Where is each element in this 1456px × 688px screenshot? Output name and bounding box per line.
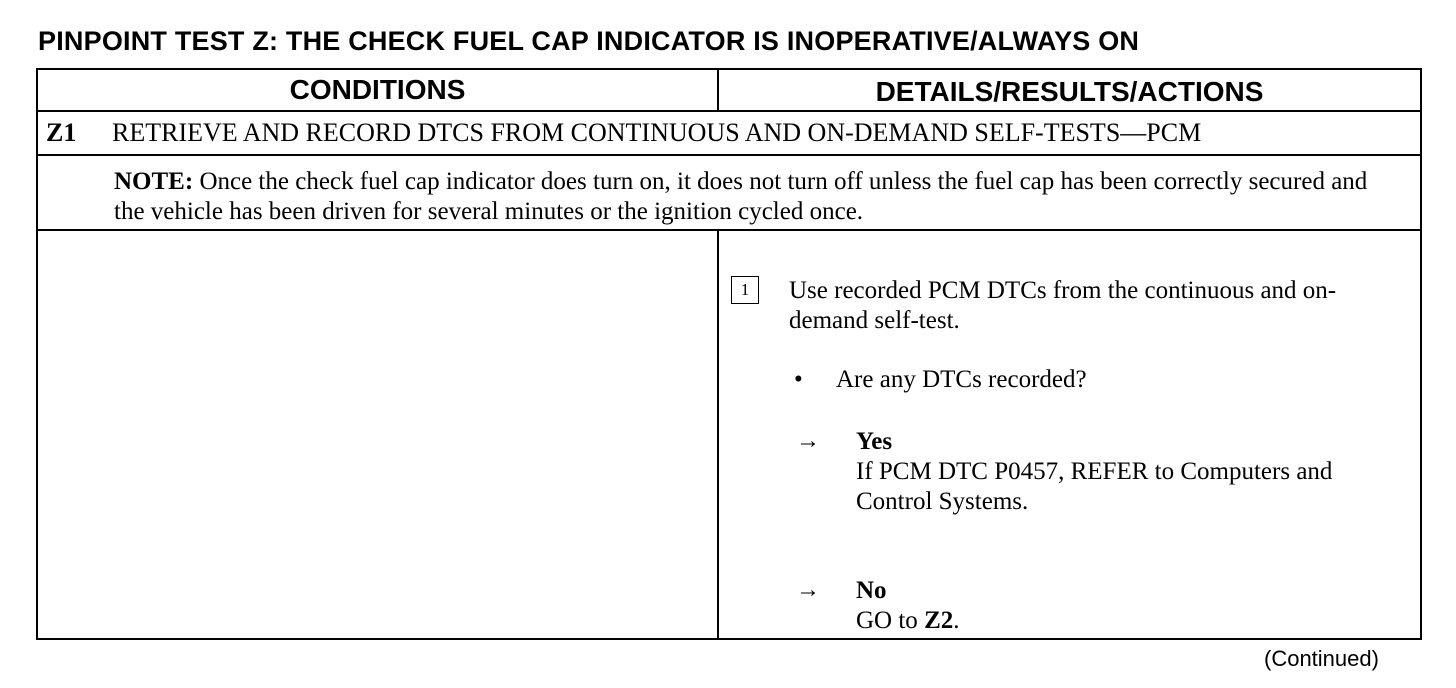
- action-number-box: 1: [731, 276, 759, 304]
- result-yes-label: Yes: [856, 428, 893, 455]
- action-text: Use recorded PCM DTCs from the continuous and on-demand self-test.: [789, 277, 1337, 334]
- result-no-label: No: [856, 577, 887, 604]
- note-label: NOTE:: [114, 168, 194, 195]
- question-text: Are any DTCs recorded?: [836, 366, 1087, 393]
- note-text: Once the check fuel cap indicator does turn on, it does not turn off unless the fuel cap has been correctly secured and the vehicle has been driven for several minutes or the ignition cycled once.: [114, 168, 1368, 225]
- body-column-divider: [717, 229, 719, 640]
- step-id: Z1: [46, 118, 77, 147]
- continued-label: (Continued): [1264, 646, 1379, 671]
- right-arrow-icon: →: [796, 428, 820, 454]
- result-no-suffix: .: [953, 607, 960, 634]
- result-yes-text: If PCM DTC P0457, REFER to Computers and Control Systems.: [856, 458, 1333, 515]
- result-yes: [856, 427, 1406, 517]
- note-divider: [36, 229, 1422, 231]
- conditions-header: CONDITIONS: [289, 74, 466, 105]
- note-block: [114, 167, 1404, 227]
- result-no-text: [856, 606, 1406, 636]
- result-no: [856, 576, 1406, 636]
- step-divider: [36, 154, 1422, 156]
- header-divider: [36, 110, 1422, 112]
- step-title: RETRIEVE AND RECORD DTCS FROM CONTINUOUS AND ON-DEMAND SELF-TESTS—PCM: [112, 118, 1202, 147]
- details-header: DETAILS/RESULTS/ACTIONS: [875, 76, 1264, 107]
- result-no-prefix: GO to: [856, 607, 925, 634]
- right-arrow-icon: →: [796, 577, 820, 603]
- bullet-icon: •: [794, 366, 803, 393]
- result-no-ref: Z2: [924, 607, 954, 634]
- page-title: PINPOINT TEST Z: THE CHECK FUEL CAP INDICATOR IS INOPERATIVE/ALWAYS ON: [38, 26, 1140, 56]
